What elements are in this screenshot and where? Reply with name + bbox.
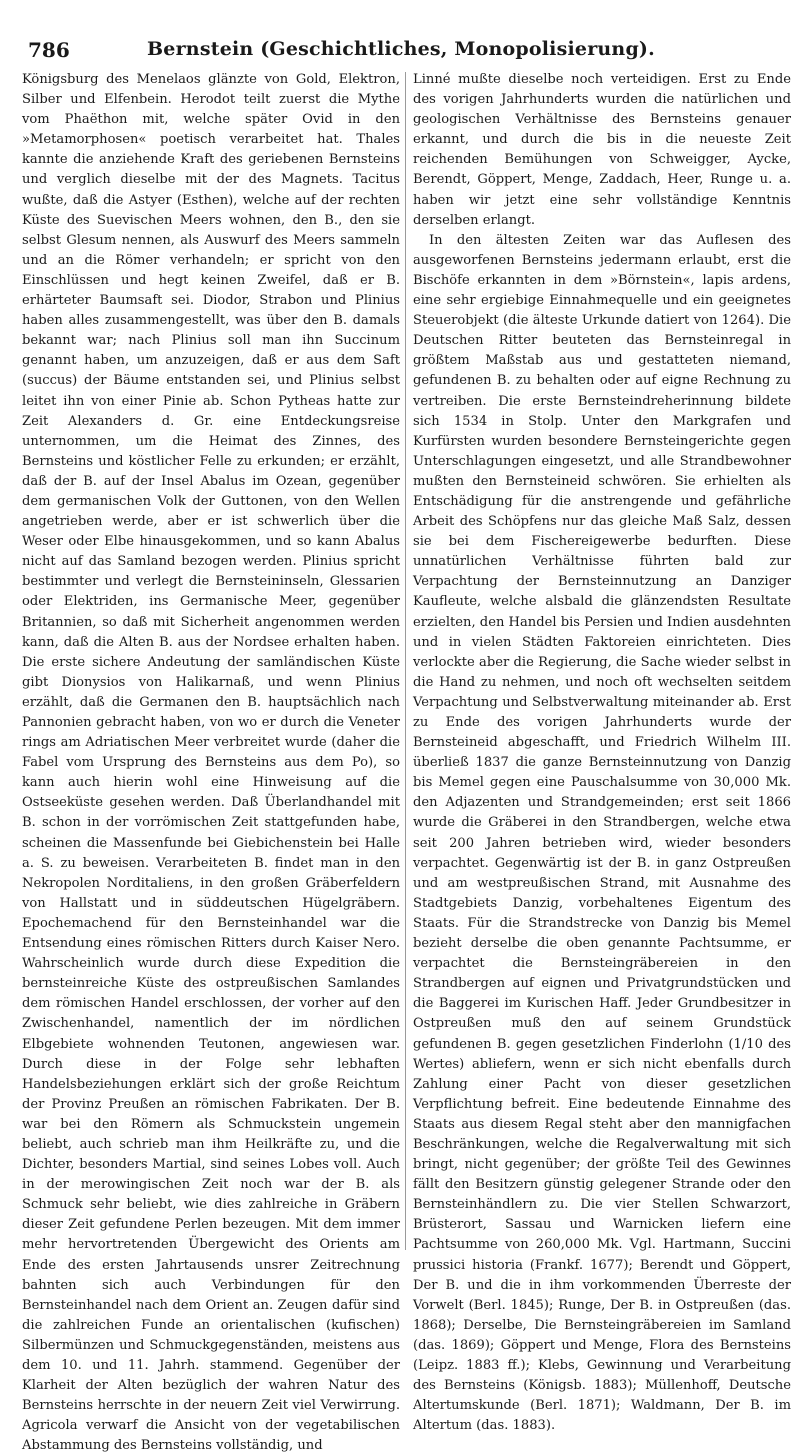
right-paragraph-2: In den ältesten Zeiten war das Auflesen des ausgeworfenen Bernsteins jedermann erlaubt, erst die Bischöfe erkannten in dem »Börnstein«, lapis ardens, eine sehr ergiebige Einnahmequelle und ein geeignetes Steuerobjekt (die älteste Urkunde datiert von 1264). Die Deutschen Ritter beuteten das Bernsteinregal in größtem Maßstab aus und gestatteten niemand, gefundenen B. zu behalten oder auf eigne Rechnung zu vertreiben. Die erste Bernsteindreherinnung bildete sich 1534 in Stolp. Unter den Markgrafen und Kurfürsten wurden besondere Bernsteingerichte gegen Unterschlagungen eingesetzt, und alle Strandbewohner mußten den Bernsteineid schwören. Sie erhielten als Entschädigung für die anstrengende und gefährliche Arbeit des Schöpfens nur das gleiche Maß Salz, dessen sie bei dem Fischereigewerbe bedurften. Diese unnatürlichen Verhältnisse führten bald zur Verpachtung der Bernsteinnutzung an Danziger Kaufleute, welche alsbald die glänzendsten Resultate erzielten, den Handel bis Persien und Indien ausdehnten und in vielen Städten Faktoreien einrichteten. Dies verlockte aber die Regierung, die Sache wieder selbst in die Hand zu nehmen, und noch oft wechselten seitdem Verpachtung und Selbstverwaltung miteinander ab. Erst zu Ende des vorigen Jahrhunderts wurde der Bernsteineid abgeschafft, und Friedrich Wilhelm III. überließ 1837 die ganze Bernsteinnutzung von Danzig bis Memel gegen eine Pauschalsumme von 30,000 Mk. den Adjazenten und Strandgemeinden; erst seit 1866 wurde die Gräberei in den Strandbergen, welche etwa seit 200 Jahren betrieben wird, wieder besonders verpachtet. Gegenwärtig ist der B. in ganz Ostpreußen und am westpreußischen Strand, mit Ausnahme des Stadtgebiets Danzig, vorbehaltenes Eigentum des Staats. Für die Strandstrecke von Danzig bis Memel bezieht derselbe die oben genannte Pachtsumme, er verpachtet die Bernsteingräbereien in den Strandbergen auf eignen und Privatgrundstücken und die Baggerei im Kurischen Haff. Jeder Grundbesitzer in Ostpreußen muß den auf seinem Grundstück gefundenen B. gegen gesetzlichen Finderlohn (1/10 des Wertes) abliefern, wenn er sich nicht ebenfalls durch Zahlung einer Pacht von dieser gesetzlichen Verpflichtung befreit. Eine bedeutende Einnahme des Staats aus diesem Regal steht aber den mannigfachen Beschränkungen, welche die Regalverwaltung mit sich bringt, nicht gegenüber; der größte Teil des Gewinnes fällt den Besitzern günstig gelegener Strande oder den Bernsteinhändlern zu. Die vier Stellen Schwarzort, Brüsterort, Sassau und Warnicken liefern eine Pachtsumme von 260,000 Mk. Vgl. Hartmann, Succini prussici historia (Frankf. 1677); Berendt und Göppert, Der B. und die in ihm vorkommenden Überreste der Vorwelt (Berl. 1845); Runge, Der B. in Ostpreußen (das. 1868); Derselbe, Die Bernsteingräbereien im Samland (das. 1869); Göppert und Menge, Flora des Bernsteins (Leipz. 1883 ff.); Klebs, Gewinnung und Verarbeitung des Bernsteins (Königsb. 1883); Müllenhoff, Deutsche Altertumskunde (Berl. 1871); Waldmann, Der B. im Altertum (das. 1883). xyxy=(413,232,791,1434)
left-column xyxy=(22,70,400,1456)
page-header xyxy=(22,38,780,68)
left-paragraph-1: Königsburg des Menelaos glänzte von Gold, Elektron, Silber und Elfenbein. Herodot teilt zuerst die Mythe vom Phaëthon mit, welche später Ovid in den »Metamorphosen« poetisch verarbeitet hat. Thales kannte die anziehende Kraft des geriebenen Bernsteins und verglich dieselbe mit der des Magnets. Tacitus wußte, daß die Astyer (Esthen), welche auf der rechten Küste des Suevischen Meers wohnen, den B., den sie selbst Glesum nennen, als Auswurf des Meers sammeln und an die Römer verhandeln; er spricht von den Einschlüssen und hegt keinen Zweifel, daß er B. erhärteter Baumsaft sei. Diodor, Strabon und Plinius haben alles zusammengestellt, was über den B. damals bekannt war; nach Plinius soll man ihn Succinum genannt haben, um anzuzeigen, daß er aus dem Saft (succus) der Bäume entstanden sei, und Plinius selbst leitet ihn von einer Pinie ab. Schon Pytheas hatte zur Zeit Alexanders d. Gr. eine Entdeckungsreise unternommen, um die Heimat des Zinnes, des Bernsteins und köstlicher Felle zu erkunden; er erzählt, daß der B. auf der Insel Abalus im Ozean, gegenüber dem germanischen Volk der Guttonen, von den Wellen angetrieben werde, aber er ist schwerlich über die Weser oder Elbe hinausgekommen, und so kann Abalus nicht auf das Samland bezogen werden. Plinius spricht bestimmter und verlegt die Bernsteininseln, Glessarien oder Elektriden, ins Germanische Meer, gegenüber Britannien, so daß mit Sicherheit angenommen werden kann, daß die Alten B. aus der Nordsee erhalten haben. Die erste sichere Andeutung der samländischen Küste gibt Dionysios von Halikarnaß, und wenn Plinius erzählt, daß die Germanen den B. hauptsächlich nach Pannonien gebracht haben, von wo er durch die Veneter rings am Adriatischen Meer verbreitet wurde (daher die Fabel vom Ursprung des Bernsteins aus dem Po), so kann auch hierin wohl eine Hinweisung auf die Ostseeküste gesehen werden. Daß Überlandhandel mit B. schon in der vorrömischen Zeit stattgefunden habe, scheinen die Massenfunde bei Giebichenstein bei Halle a. S. zu beweisen. Verarbeiteten B. findet man in den Nekropolen Norditaliens, in den großen Gräberfeldern von Hallstatt und in süddeutschen Hügelgräbern. Epochemachend für den Bernsteinhandel war die Entsendung eines römischen Ritters durch Kaiser Nero. Wahrscheinlich wurde durch diese Expedition die bernsteinreiche Küste des ostpreußischen Samlandes dem römischen Handel erschlossen, der vorher auf den Zwischenhandel, namentlich der im nördlichen Elbgebiete wohnenden Teutonen, angewiesen war. Durch diese in der Folge sehr lebhaften Handelsbeziehungen erklärt sich der große Reichtum der Provinz Preußen an römischen Fabrikaten. Der B. war bei den Römern als Schmuckstein ungemein beliebt, auch schrieb man ihm Heilkräfte zu, und die Dichter, besonders Martial, sind seines Lobes voll. Auch in der merowingischen Zeit noch war der B. als Schmuck sehr beliebt, wie dies zahlreiche in Gräbern dieser Zeit gefundene Perlen bezeugen. Mit dem immer mehr hervortretenden Übergewicht des Orients am Ende des ersten Jahrtausends unsrer Zeitrechnung bahnten sich auch Verbindungen für den Bernsteinhandel nach dem Orient an. Zeugen dafür sind die zahlreichen Funde an orientalischen (kufischen) Silbermünzen und Schmuckgegenständen, meistens aus dem 10. und 11. Jahrh. stammend. Gegenüber der Klarheit der Alten bezüglich der wahren Natur des Bernsteins herrschte in der neuern Zeit viel Verwirrung. Agricola verwarf die Ansicht von der vegetabilischen Abstammung des Bernsteins vollständig, und xyxy=(22,72,400,1454)
right-column xyxy=(413,70,791,1436)
column-divider xyxy=(405,72,406,1250)
right-paragraph-1: Linné mußte dieselbe noch verteidigen. Erst zu Ende des vorigen Jahrhunderts wurden die natürlichen und geologischen Verhältnisse des Bernsteins genauer erkannt, und durch die bis in die neueste Zeit reichenden Bemühungen von Schweigger, Aycke, Berendt, Göppert, Menge, Zaddach, Heer, Runge u. a. haben wir jetzt eine sehr vollständige Kenntnis derselben erlangt. xyxy=(413,72,791,228)
running-title: Bernstein (Geschichtliches, Monopolisierung). xyxy=(147,38,655,60)
page-number: 786 xyxy=(28,38,70,62)
